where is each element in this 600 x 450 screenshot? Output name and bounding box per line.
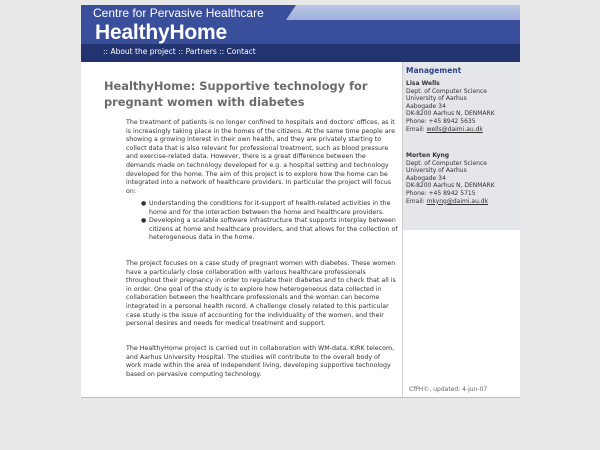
site-header xyxy=(81,5,520,62)
main-content xyxy=(81,62,403,398)
bottom-divider xyxy=(81,397,520,398)
bullet-icon: ● xyxy=(141,200,147,207)
contact-phone: Phone: +45 8942 5635 xyxy=(406,117,476,125)
nav-separator: :: xyxy=(216,47,227,56)
sidebar-bottom xyxy=(403,230,520,398)
contact-email-link[interactable]: mkyng@daimi.au.dk xyxy=(426,197,489,205)
contact-university: University of Aarhus xyxy=(406,167,467,175)
contact-dept: Dept. of Computer Science xyxy=(406,87,487,95)
contact-name: Morten Kyng xyxy=(406,152,450,159)
contact-email-row xyxy=(406,126,518,134)
contact-email-label: Email: xyxy=(406,197,427,205)
list-item-text: Understanding the conditions for it-support of health-related activities in the home and for the interaction between the home and healthcare providers. xyxy=(149,200,391,216)
list-item xyxy=(141,200,399,217)
intro-paragraph: The treatment of patients is no longer confined to hospitals and doctors' offices, as it is increasingly taking place in the homes of the citizens. At the same time people are showing a growing interest in their own health, and they are privately starting to collect data that is also relevant for professional treatment, such as blood pressure and exercise-related data. However, there is a great difference between the demands made on technology developed for e.g. a hospital setting and technology developed for the home. The aim of this project is to explore how the home can be integrated into a network of healthcare providers. In particular the project will focus on: xyxy=(126,119,395,195)
nav-separator: :: xyxy=(175,47,186,56)
contact-dept: Dept. of Computer Science xyxy=(406,159,487,167)
case-study-paragraph: The project focuses on a case study of pregnant women with diabetes. These women have a particularly close collaboration with various healthcare professionals throughout their pregnancy in order to regulate their diabetes and to check that all is in order. One goal of the study is to explore how heterogeneous data collected in collaboration between the healthcare professionals and the woman can become integrated in a personal health record. A challenge closely related to this particular case study is the issue of accounting for the individuality of the women, and their personal desires and needs for medical treatment and support. xyxy=(126,260,396,328)
contact-street: Aabogade 34 xyxy=(406,102,446,110)
sidebar-heading: Management xyxy=(406,66,462,75)
footer-updated: CfPH©, updated: 4-jun-07 xyxy=(409,386,488,393)
header-tab-corner xyxy=(286,5,296,20)
contact-name: Lisa Wells xyxy=(406,80,440,87)
list-item-text: Developing a scalable software infrastructure that supports interplay between citizens at home and healthcare providers, and that allows for the collection of heterogeneous data in the home. xyxy=(149,217,398,242)
sidebar xyxy=(403,62,520,230)
contact-street: Aabogade 34 xyxy=(406,174,446,182)
page-container xyxy=(81,5,520,398)
main-nav xyxy=(103,47,256,56)
contact-university: University of Aarhus xyxy=(406,95,467,103)
contact-card xyxy=(406,152,518,205)
nav-separator: :: xyxy=(103,47,111,56)
contact-city: DK-8200 Aarhus N, DENMARK xyxy=(406,182,495,190)
bullet-icon: ● xyxy=(141,217,147,225)
contact-email-row xyxy=(406,198,518,206)
list-item xyxy=(141,217,399,243)
contact-email-link[interactable]: wells@daimi.au.dk xyxy=(426,125,483,133)
contact-phone: Phone: +45 8942 5715 xyxy=(406,189,476,197)
centre-name: Centre for Pervasive Healthcare xyxy=(93,6,264,20)
page-title: HealthyHome: Supportive technology for pregnant women with diabetes xyxy=(104,79,368,109)
site-logo-text[interactable]: HealthyHome xyxy=(95,21,228,44)
contact-email-label: Email: xyxy=(406,125,427,133)
nav-link-contact[interactable]: Contact xyxy=(226,47,256,56)
nav-link-about[interactable]: About the project xyxy=(110,47,176,56)
focus-list xyxy=(141,200,399,243)
contact-card xyxy=(406,80,518,133)
contact-city: DK-8200 Aarhus N, DENMARK xyxy=(406,110,495,118)
nav-link-partners[interactable]: Partners xyxy=(185,47,217,56)
collaboration-paragraph: The HealthyHome project is carried out in collaboration with WM-data, KIRK telecom, and Aarhus University Hospital. The studies will contribute to the overall body of work made within the area of independent living, developing supportive technology based on pervasive computing technology. xyxy=(126,345,395,378)
